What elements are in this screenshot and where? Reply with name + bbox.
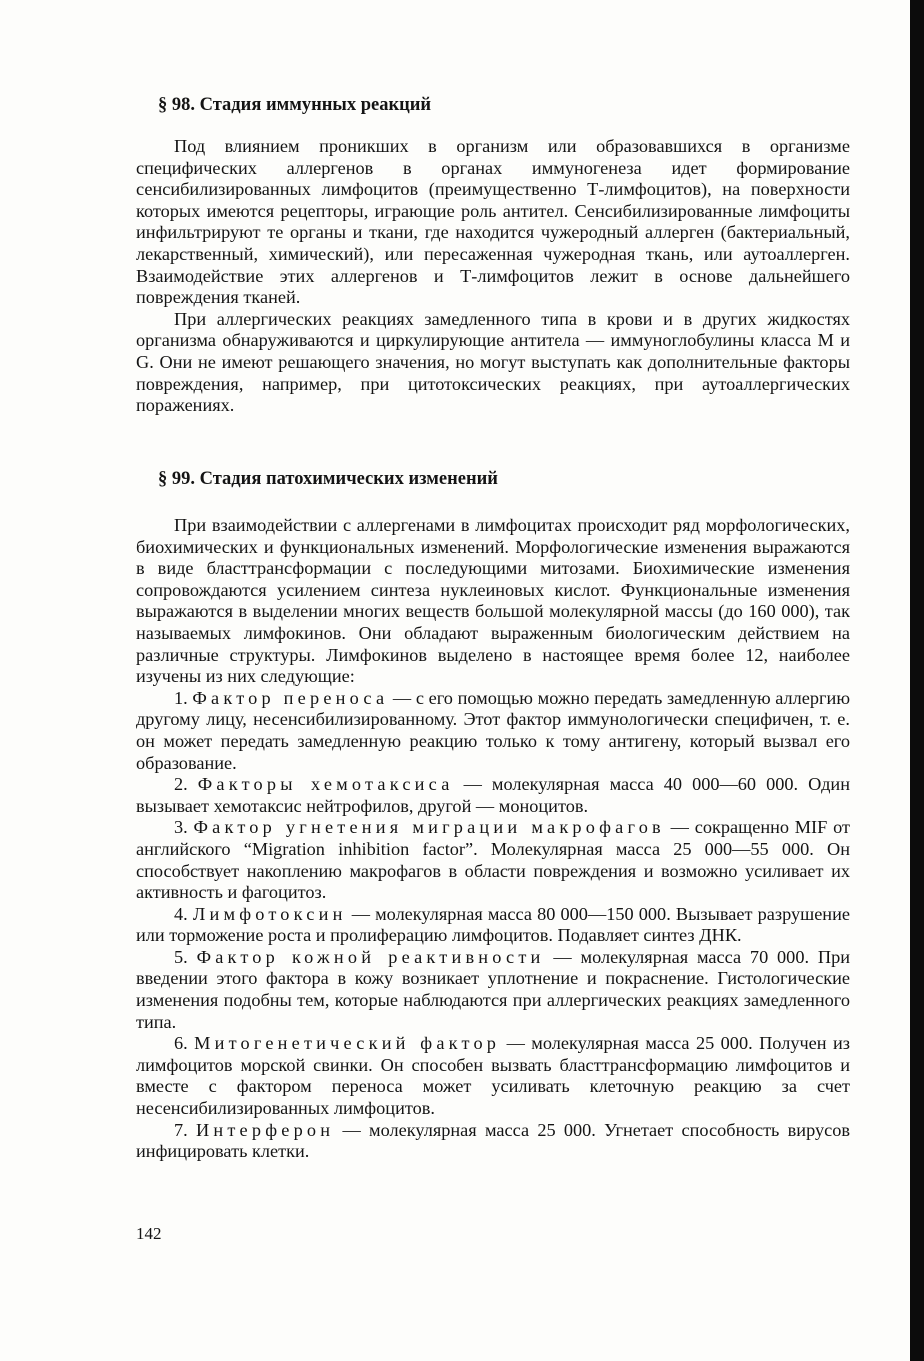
section-99-body bbox=[136, 515, 850, 1163]
section-98-heading: § 98. Стадия иммунных реакций bbox=[158, 95, 432, 115]
item-text: — молекулярная масса 25 000. Угнетает способность вирусов инфицировать клетки. bbox=[136, 1119, 850, 1162]
scan-edge-shadow bbox=[910, 0, 924, 1361]
item-term: Интерферон bbox=[195, 1119, 335, 1140]
item-text: — молекулярная масса 25 000. Получен из лимфоцитов морской свинки. Он способен вызвать бласттрансформацию лимфоцитов и вместе с фактором переноса может усиливать клеточную реакцию за счет несенсибилизированных лимфоцитов. bbox=[136, 1033, 851, 1119]
section-98-paragraph-2: При аллергических реакциях замедленного типа в крови и в других жидкостях организма обнаруживаются и циркулирующие антитела — иммуноглобулины класса М и G. Они не имеют решающего значения, но могут выступать как дополнительные факторы повреждения, например, при цитотоксических реакциях, при аутоаллергических поражениях. bbox=[136, 308, 850, 416]
item-number: 3. bbox=[174, 817, 188, 838]
item-number: 4. bbox=[174, 903, 188, 924]
item-term: Факторы хемотаксиса bbox=[197, 774, 454, 795]
lymphokine-item-3 bbox=[136, 817, 850, 903]
item-term: Фактор переноса bbox=[192, 687, 389, 708]
item-text: — сокращенно MIF от английского “Migration inhibition factor”. Молекулярная масса 25 000—55 000. Он способствует накоплению макрофагов в области повреждения и возможно усиливает их активность и фагоцитоз. bbox=[136, 817, 850, 903]
item-number: 2. bbox=[174, 774, 188, 795]
lymphokine-item-7 bbox=[136, 1120, 850, 1163]
lymphokine-item-1 bbox=[136, 688, 850, 774]
item-text: — молекулярная масса 80 000—150 000. Вызывает разрушение или торможение роста и пролиферацию лимфоцитов. Подавляет синтез ДНК. bbox=[136, 903, 850, 946]
item-text: — молекулярная масса 40 000—60 000. Один вызывает хемотаксис нейтрофилов, другой — моноцитов. bbox=[136, 774, 850, 816]
item-term: Фактор угнетения миграции макрофагов bbox=[193, 817, 665, 838]
section-99-heading: § 99. Стадия патохимических изменений bbox=[158, 469, 498, 489]
item-term: Митогенетический фактор bbox=[194, 1033, 501, 1054]
lymphokine-item-6 bbox=[136, 1033, 850, 1119]
item-text: — с его помощью можно передать замедленную аллергию другому лицу, несенсибилизированному. Этот фактор иммунологически специфичен, т. е. он может передать замедленную реакцию только к тому антигену, который вызвал его образование. bbox=[136, 687, 850, 773]
lymphokine-item-5 bbox=[136, 947, 850, 1033]
page-number: 142 bbox=[136, 1224, 162, 1243]
item-term: Лимфотоксин bbox=[192, 903, 347, 924]
item-number: 1. bbox=[174, 687, 188, 708]
item-number: 5. bbox=[174, 946, 188, 967]
item-number: 7. bbox=[174, 1119, 188, 1140]
item-text: — молекулярная масса 70 000. При введении этого фактора в кожу возникает уплотнение и покраснение. Гистологические изменения подобны тем, которые наблюдаются при аллергических реакциях замедленного типа. bbox=[136, 946, 850, 1032]
section-99-intro: При взаимодействии с аллергенами в лимфоцитах происходит ряд морфологических, биохимических и функциональных изменений. Морфологические изменения выражаются в виде бласттрансформации с последующими митозами. Биохимические изменения сопровождаются усилением синтеза нуклеиновых кислот. Функциональные изменения выражаются в выделении многих веществ большой молекулярной массы (до 160 000), так называемых лимфокинов. Они обладают выраженным биологическим действием на различные структуры. Лимфокинов выделено в настоящее время более 12, наиболее изучены из них следующие: bbox=[136, 515, 850, 687]
item-term: Фактор кожной реактивности bbox=[196, 946, 545, 967]
lymphokine-item-4 bbox=[136, 904, 850, 947]
section-98-paragraph-1: Под влиянием проникших в организм или образовавшихся в организме специфических аллергенов в органах иммуногенеза идет формирование сенсибилизированных лимфоцитов (преимущественно Т-лимфоцитов), на поверхности которых имеются рецепторы, играющие роль антител. Сенсибилизированные лимфоциты инфильтрируют те органы и ткани, где находится чужеродный аллерген (бактериальный, лекарственный, химический), или пересаженная чужеродная ткань, или аутоаллерген. Взаимодействие этих аллергенов и Т-лимфоцитов лежит в основе дальнейшего повреждения тканей. bbox=[136, 136, 850, 308]
section-98-body bbox=[136, 136, 850, 417]
item-number: 6. bbox=[174, 1033, 188, 1054]
lymphokine-item-2 bbox=[136, 774, 850, 817]
